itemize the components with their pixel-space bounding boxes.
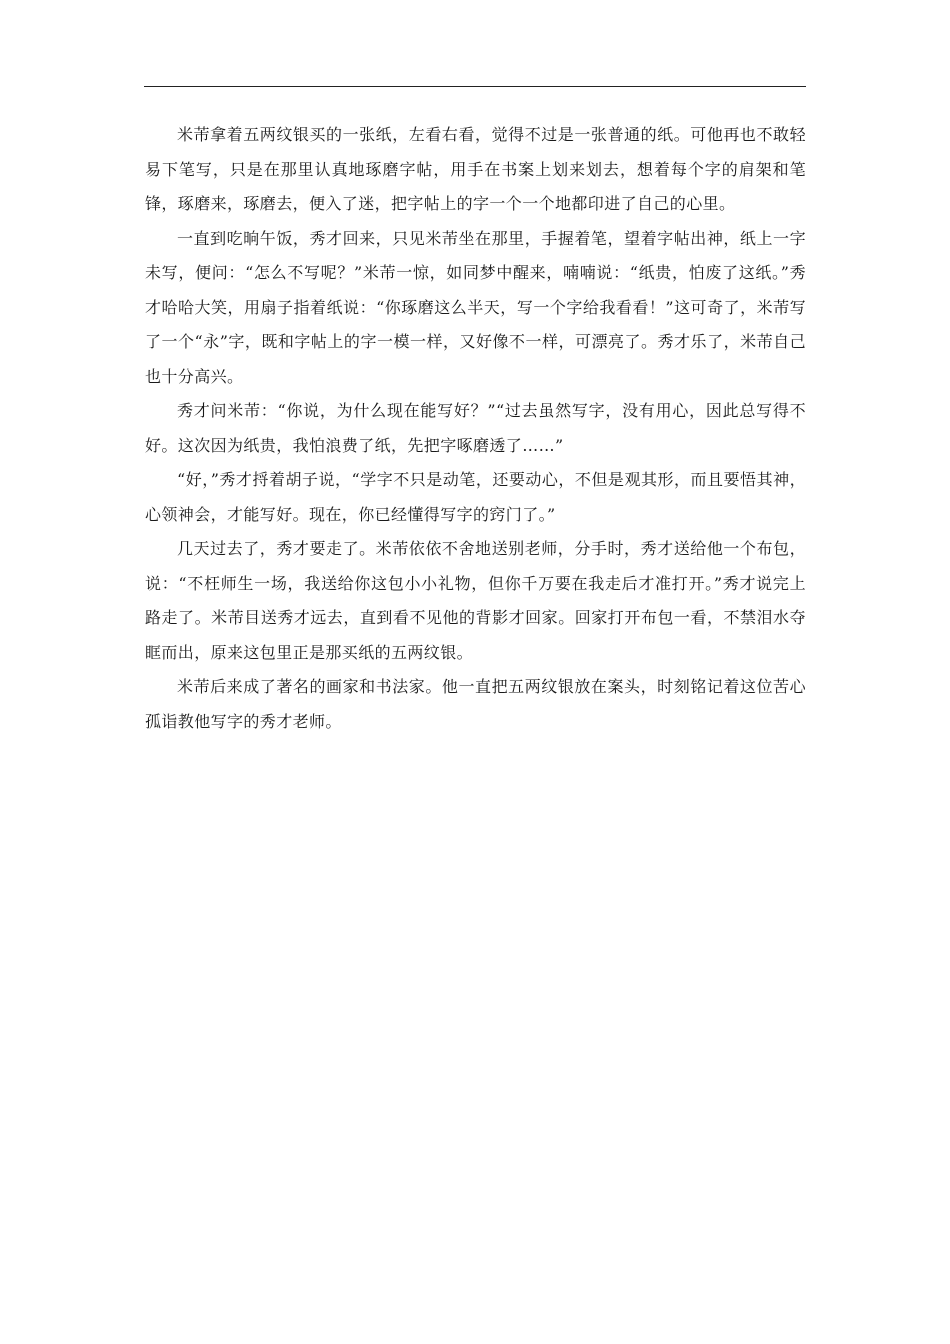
paragraph-2: 一直到吃晌午饭，秀才回来，只见米芾坐在那里，手握着笔，望着字帖出神，纸上一字未写，便问：“怎么不写呢？”米芾一惊，如同梦中醒来，喃喃说：“纸贵，怕废了这纸。”秀才哈哈大笑，用扇子指着纸说：“你琢磨这么半天，写一个字给我看看！”这可奇了，米芾写了一个“永”字，既和字帖上的字一模一样，又好像不一样，可漂亮了。秀才乐了，米芾自己也十分高兴。 xyxy=(145,228,806,386)
header-rule xyxy=(144,86,806,87)
paragraph-3: 秀才问米芾：“你说，为什么现在能写好？”“过去虽然写字，没有用心，因此总写得不好。这次因为纸贵，我怕浪费了纸，先把字啄磨透了……” xyxy=(145,401,806,455)
paragraph-5: 几天过去了，秀才要走了。米芾依依不舍地送别老师，分手时，秀才送给他一个布包，说：“不枉师生一场，我送给你这包小小礼物，但你千万要在我走后才准打开。”秀才说完上路走了。米芾目送秀才远去，直到看不见他的背影才回家。回家打开布包一看，不禁泪水夺眶而出，原来这包里正是那买纸的五两纹银。 xyxy=(145,539,806,662)
story-body xyxy=(145,118,806,739)
paragraph-1: 米芾拿着五两纹银买的一张纸，左看右看，觉得不过是一张普通的纸。可他再也不敢轻易下笔写，只是在那里认真地琢磨字帖，用手在书案上划来划去，想着每个字的肩架和笔锋，琢磨来，琢磨去，便入了迷，把字帖上的字一个一个地都印进了自己的心里。 xyxy=(145,125,806,213)
paragraph-4: “好，”秀才捋着胡子说，“学字不只是动笔，还要动心，不但是观其形，而且要悟其神，心领神会，才能写好。现在，你已经懂得写字的窍门了。” xyxy=(145,470,806,524)
paragraph-6: 米芾后来成了著名的画家和书法家。他一直把五两纹银放在案头，时刻铭记着这位苦心孤诣教他写字的秀才老师。 xyxy=(145,677,806,731)
